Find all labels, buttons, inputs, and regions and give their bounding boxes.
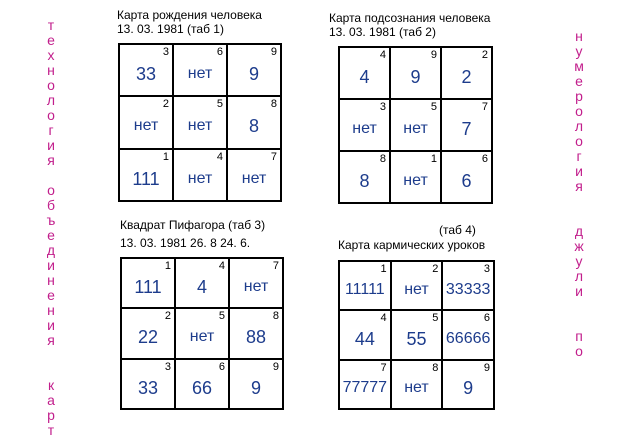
cell-index: 8 xyxy=(432,361,439,374)
cell-value: 33 xyxy=(135,64,157,85)
grid-cell xyxy=(339,47,390,99)
pythagoras-square-grid xyxy=(120,257,284,410)
cell-value: нет xyxy=(189,328,215,346)
grid-cell xyxy=(391,310,443,359)
vertical-letter: т xyxy=(47,422,55,438)
vertical-letter: и xyxy=(575,283,583,299)
cell-value: 33 xyxy=(137,377,159,398)
grid-cell xyxy=(339,360,391,409)
grid-cell xyxy=(121,258,175,308)
cell-value: 9 xyxy=(248,64,259,85)
grid-cell xyxy=(442,310,494,359)
cell-index: 1 xyxy=(430,153,437,165)
grid-cell xyxy=(229,258,283,308)
subconscious-chart-grid xyxy=(338,46,493,204)
vertical-letter: т xyxy=(47,17,55,33)
vertical-letter: ъ xyxy=(46,212,56,228)
cell-value: 22 xyxy=(137,327,159,348)
grid-cell xyxy=(442,261,494,310)
cell-value: 9 xyxy=(463,378,474,399)
vertical-letter: е xyxy=(47,32,55,48)
cell-index: 3 xyxy=(164,360,171,373)
grid-cell xyxy=(391,261,443,310)
grid-cell xyxy=(173,44,227,96)
cell-index: 6 xyxy=(481,153,488,165)
table3-title: Квадрат Пифагора (таб 3) xyxy=(120,218,266,232)
grid-cell xyxy=(173,96,227,148)
cell-value: 9 xyxy=(250,377,261,398)
vertical-letter: н xyxy=(47,62,55,78)
cell-index: 9 xyxy=(483,361,490,374)
grid-cell xyxy=(390,151,441,203)
vertical-letter: д xyxy=(46,242,56,258)
cell-value: нет xyxy=(404,280,429,298)
vertical-letter: г xyxy=(48,122,54,138)
cell-index: 2 xyxy=(164,310,171,323)
cell-value: 9 xyxy=(410,67,421,87)
grid-cell xyxy=(119,149,173,201)
vertical-letter: и xyxy=(575,163,583,179)
vertical-letter: у xyxy=(575,43,583,59)
vertical-letter: и xyxy=(47,257,55,273)
cell-index: 8 xyxy=(270,98,277,111)
vertical-letter: к xyxy=(47,377,55,393)
grid-cell xyxy=(339,310,391,359)
grid-cell xyxy=(441,47,492,99)
vertical-letter: х xyxy=(47,47,55,63)
grid-cell xyxy=(390,99,441,151)
left-vertical-text xyxy=(44,18,58,438)
grid-cell xyxy=(442,360,494,409)
vertical-letter: и xyxy=(47,137,55,153)
vertical-letter: а xyxy=(47,392,55,408)
cell-value: 6 xyxy=(461,171,472,191)
cell-value: 4 xyxy=(196,277,207,298)
cell-value: нет xyxy=(243,278,269,296)
vertical-letter: о xyxy=(575,103,583,119)
grid-cell xyxy=(339,261,391,310)
grid-cell xyxy=(175,308,229,358)
cell-value: нет xyxy=(133,117,159,135)
table4-subtitle: Карта кармических уроков xyxy=(338,238,486,252)
table2-title: Карта подсознания человека xyxy=(329,11,491,25)
cell-index: 7 xyxy=(481,101,488,113)
cell-index: 5 xyxy=(218,310,225,323)
cell-value: нет xyxy=(187,65,213,83)
grid-cell xyxy=(339,99,390,151)
cell-value: нет xyxy=(404,379,429,397)
vertical-letter: о xyxy=(47,107,55,123)
cell-value: 66 xyxy=(191,377,213,398)
vertical-letter: б xyxy=(46,197,56,213)
table2-subtitle: 13. 03. 1981 (таб 2) xyxy=(329,25,436,39)
vertical-letter: г xyxy=(576,148,582,164)
vertical-letter: е xyxy=(47,287,55,303)
table4-title: (таб 4) xyxy=(439,223,476,237)
vertical-letter: я xyxy=(575,178,583,194)
vertical-letter: м xyxy=(574,58,584,74)
vertical-letter: у xyxy=(575,253,583,269)
vertical-letter: е xyxy=(575,73,583,89)
right-vertical-text xyxy=(572,29,586,359)
cell-value: 7 xyxy=(461,119,472,139)
cell-index: 5 xyxy=(216,98,223,111)
cell-index: 4 xyxy=(380,312,387,325)
cell-value: 66666 xyxy=(445,329,491,347)
cell-index: 6 xyxy=(483,312,490,325)
cell-index: 1 xyxy=(164,260,171,272)
cell-index: 6 xyxy=(216,46,223,58)
vertical-letter: о xyxy=(575,343,583,359)
grid-cell xyxy=(227,44,281,96)
cell-value: нет xyxy=(187,117,213,135)
cell-index: 4 xyxy=(379,49,386,61)
vertical-letter: ж xyxy=(574,238,584,254)
cell-value: нет xyxy=(352,120,377,137)
cell-index: 4 xyxy=(218,260,225,272)
cell-value: 77777 xyxy=(342,379,388,397)
grid-cell xyxy=(119,44,173,96)
cell-value: 8 xyxy=(248,116,259,137)
cell-index: 3 xyxy=(483,263,490,275)
cell-index: 8 xyxy=(379,153,386,165)
table1-title: Карта рождения человека xyxy=(117,8,262,22)
table3-subtitle: 13. 03. 1981 26. 8 24. 6. xyxy=(120,236,251,250)
grid-cell xyxy=(227,149,281,201)
cell-index: 7 xyxy=(270,150,277,163)
cell-index: 3 xyxy=(379,101,386,113)
cell-index: 2 xyxy=(432,263,439,275)
cell-value: 88 xyxy=(245,327,267,348)
grid-cell xyxy=(175,359,229,409)
vertical-letter: я xyxy=(47,332,55,348)
vertical-letter: р xyxy=(47,407,55,423)
cell-index: 1 xyxy=(162,150,169,163)
cell-index: 7 xyxy=(272,260,279,272)
grid-cell xyxy=(441,151,492,203)
grid-cell xyxy=(121,359,175,409)
grid-cell xyxy=(339,151,390,203)
cell-index: 8 xyxy=(272,310,279,323)
grid-cell xyxy=(121,308,175,358)
grid-cell xyxy=(229,359,283,409)
cell-value: нет xyxy=(241,169,267,187)
vertical-letter: н xyxy=(47,272,55,288)
cell-index: 3 xyxy=(162,46,169,58)
grid-cell xyxy=(175,258,229,308)
grid-cell xyxy=(227,96,281,148)
cell-index: 5 xyxy=(430,101,437,113)
cell-value: 111 xyxy=(132,168,160,189)
vertical-letter: и xyxy=(47,317,55,333)
grid-cell xyxy=(173,149,227,201)
vertical-letter: о xyxy=(575,133,583,149)
cell-value: нет xyxy=(187,169,213,187)
grid-cell xyxy=(441,99,492,151)
vertical-letter: я xyxy=(47,152,55,168)
cell-value: 8 xyxy=(359,171,370,191)
cell-value: 111 xyxy=(134,277,162,298)
vertical-letter: о xyxy=(47,77,55,93)
vertical-letter: д xyxy=(574,223,584,239)
cell-value: нет xyxy=(403,120,428,137)
cell-index: 9 xyxy=(272,360,279,373)
vertical-letter: л xyxy=(574,268,584,284)
vertical-letter: о xyxy=(47,182,55,198)
birth-chart-grid xyxy=(118,43,282,202)
cell-index: 9 xyxy=(270,46,277,58)
table1-subtitle: 13. 03. 1981 (таб 1) xyxy=(117,22,224,36)
cell-index: 4 xyxy=(216,150,223,163)
vertical-letter: п xyxy=(575,328,583,344)
vertical-letter: л xyxy=(46,92,56,108)
cell-value: 2 xyxy=(461,67,472,87)
cell-index: 2 xyxy=(162,98,169,111)
cell-index: 2 xyxy=(481,49,488,61)
vertical-letter: р xyxy=(575,88,583,104)
cell-value: нет xyxy=(403,172,428,189)
grid-cell xyxy=(390,47,441,99)
cell-value: 55 xyxy=(406,328,427,349)
vertical-letter: л xyxy=(574,118,584,134)
cell-index: 9 xyxy=(430,49,437,61)
cell-value: 33333 xyxy=(445,280,491,298)
vertical-letter: е xyxy=(47,227,55,243)
cell-value: 44 xyxy=(354,328,375,349)
cell-value: 11111 xyxy=(344,280,385,298)
cell-index: 1 xyxy=(380,263,387,275)
cell-index: 7 xyxy=(380,361,387,374)
cell-index: 5 xyxy=(432,312,439,325)
vertical-letter: н xyxy=(47,302,55,318)
grid-cell xyxy=(229,308,283,358)
grid-cell xyxy=(391,360,443,409)
cell-index: 6 xyxy=(218,360,225,373)
grid-cell xyxy=(119,96,173,148)
vertical-letter: н xyxy=(575,28,583,44)
karmic-lessons-grid xyxy=(338,260,495,410)
cell-value: 4 xyxy=(359,67,370,87)
